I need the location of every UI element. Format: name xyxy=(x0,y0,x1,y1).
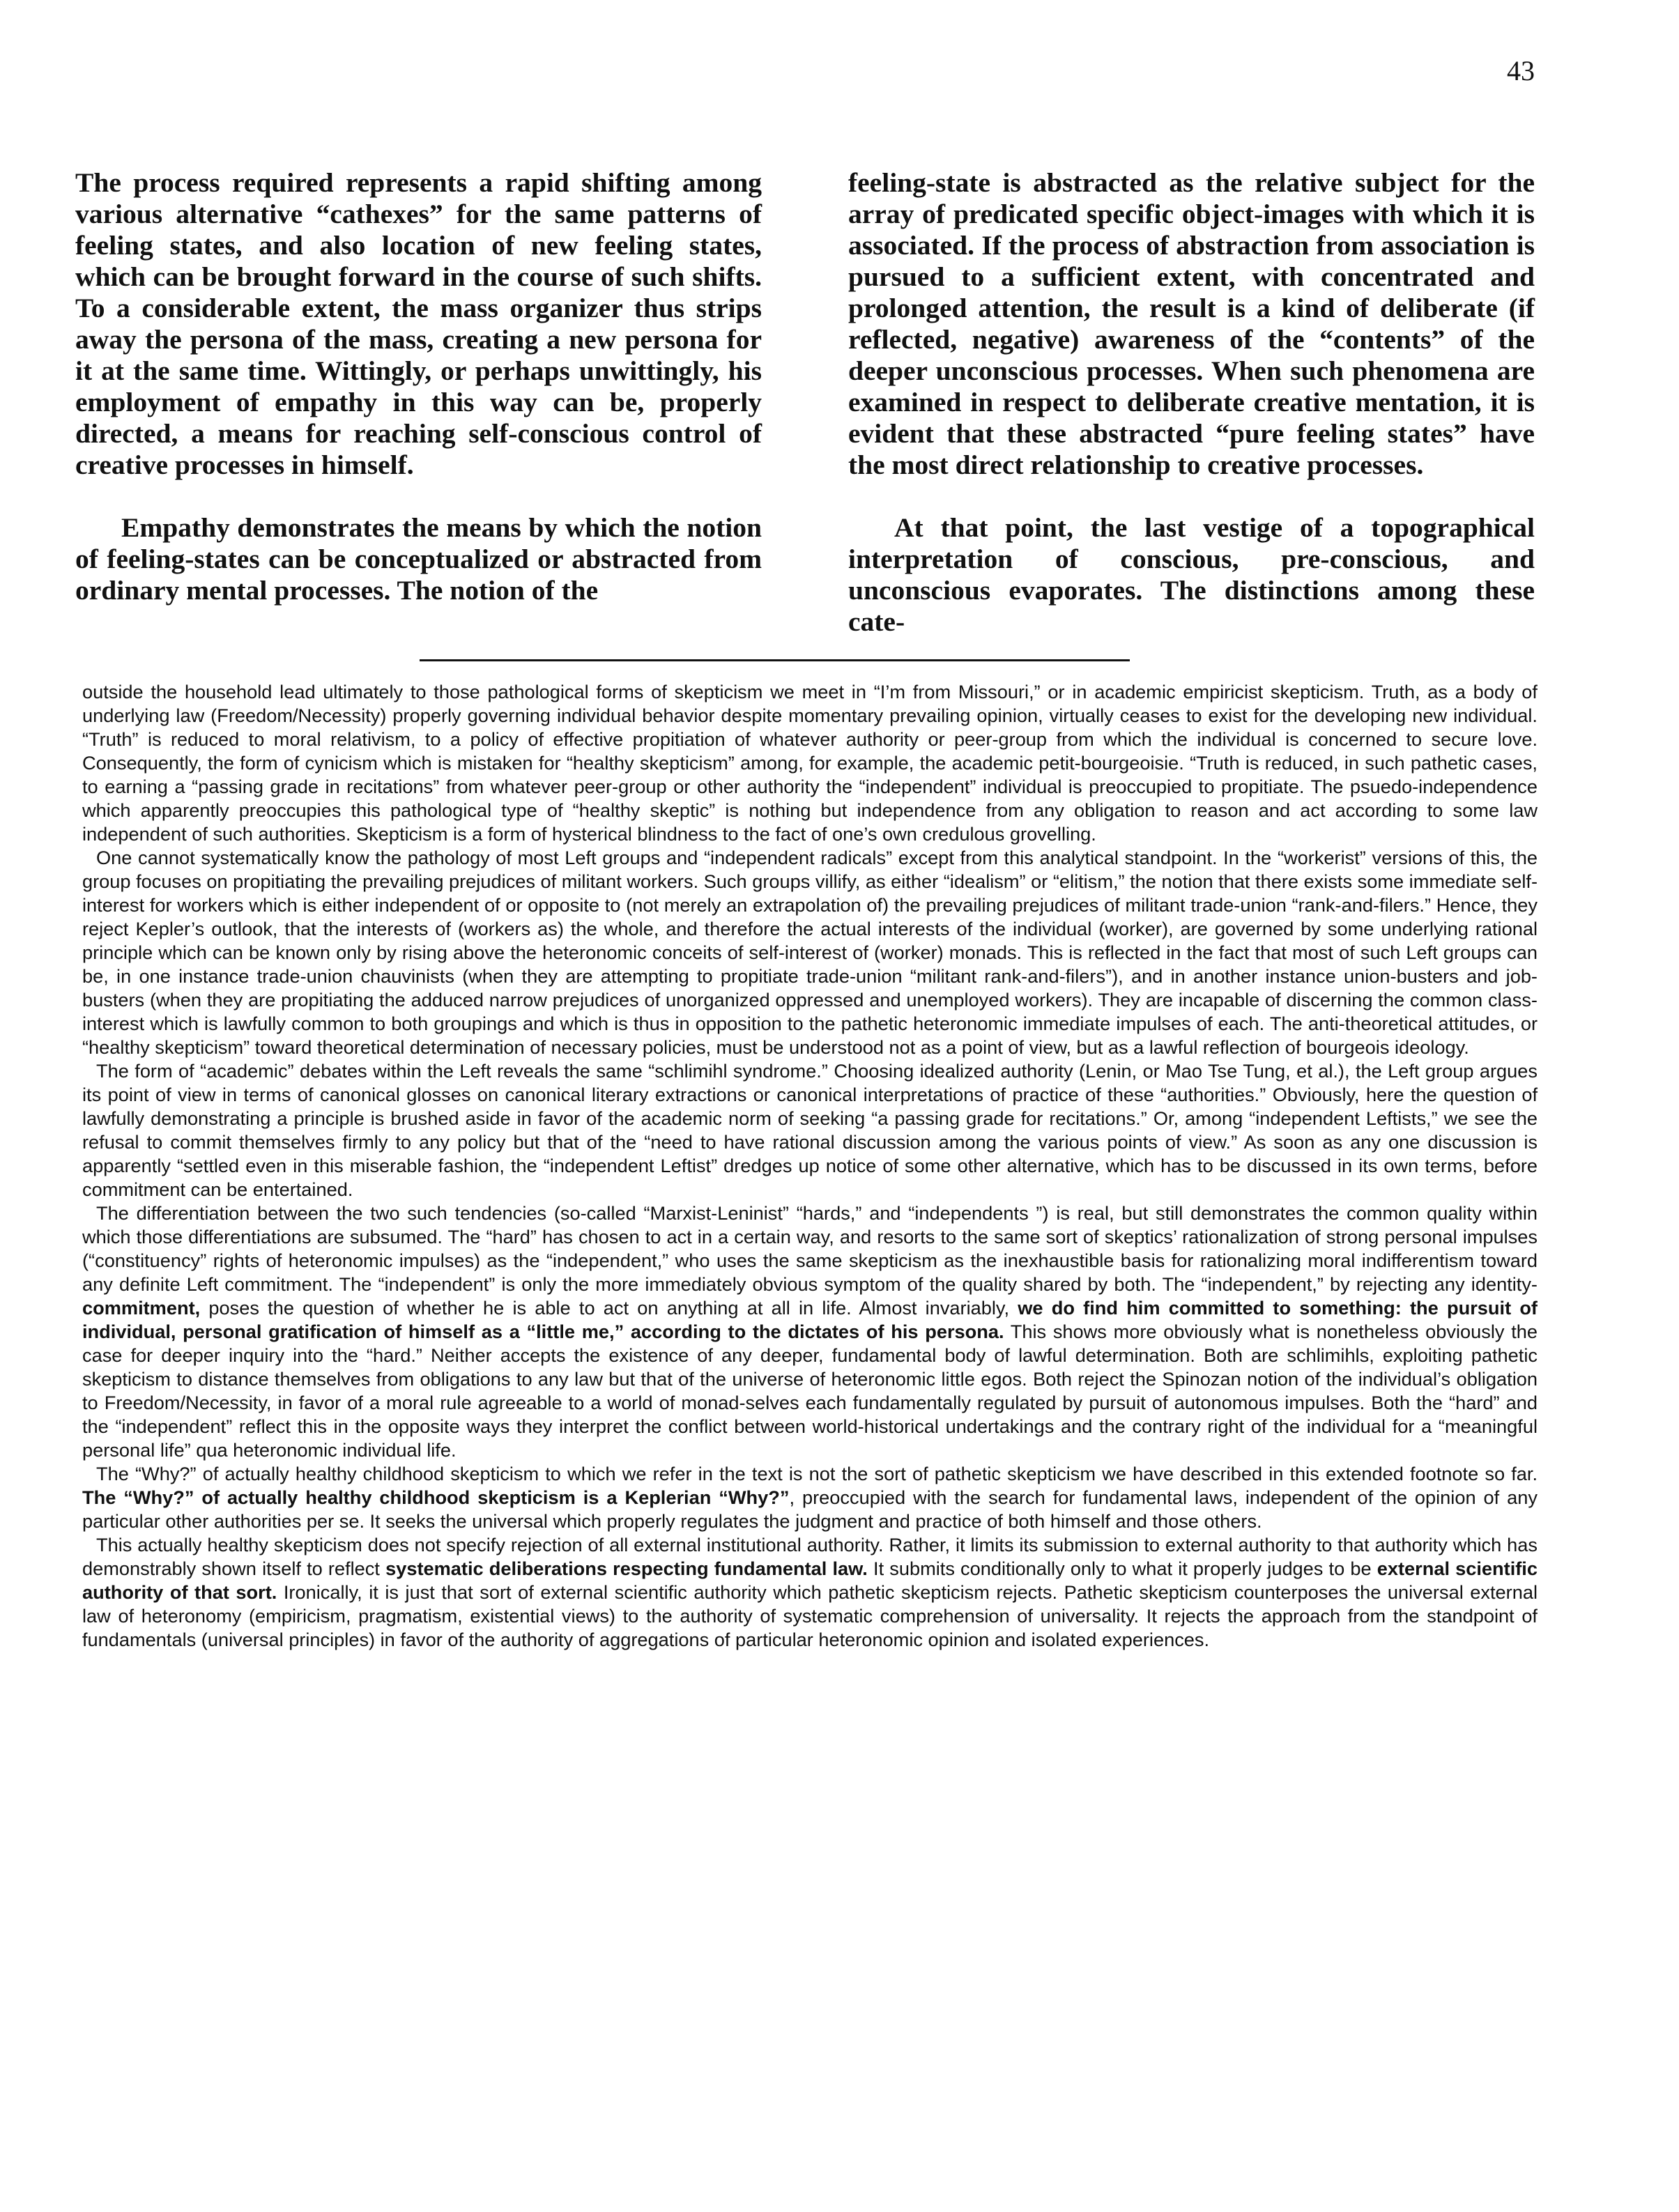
footnote-paragraph-6-emphasis-1: systematic deliberations respecting fundamental law. xyxy=(385,1558,868,1579)
footnote-paragraph-6-emphasis-2: external scientific authority of that sort. xyxy=(82,1558,1538,1603)
footnote-paragraph-4-emphasis-1: commitment, xyxy=(82,1297,201,1319)
right-paragraph-2 xyxy=(848,512,1535,638)
right-paragraph-2-emphasis: conscious, pre-conscious, and unconscious xyxy=(848,544,1535,606)
footnote-paragraph-4-text-a: The differentiation between the two such tendencies (so-called “Marxist-Leninist” “hards,” and “independents ”) is real, but still demonstrates the common quality within which those differentiations are subsumed. The “hard” has chosen to act in a certain way, and resorts to the same sort of skeptics’ rationalization of strong personal impulses (“constituency” rights of heteronomic impulses) as the “independent,” who uses the same skepticism as the inexhaustible basis for rationalizing moral indifferentism toward any definite Left commitment. The “independent” is only the more immediately obvious symptom of the quality shared by both. The “independent,” by rejecting any identity- xyxy=(82,1202,1538,1295)
footnote-paragraph-1: outside the household lead ultimately to those pathological forms of skepticism we meet in “I’m from Missouri,” or in academic empiricist skepticism. Truth, as a body of underlying law (Freedom/Necessity) properly governing individual behavior despite momentary prevailing opinion, virtually ceases to exist for the developing new individual. “Truth” is reduced to moral relativism, to a policy of effective propitiation of whatever authority or peer-group from which the individual is concerned to secure love. Consequently, the form of cynicism which is mistaken for “healthy skepticism” among, for example, the academic petit-bourgeoisie. “Truth is reduced, in such pathetic cases, to earning a “passing grade in recitations” from whatever peer-group or other authority the “independent” individual is preoccupied to propitiate. The psuedo-independence which apparently preoccupies this pathological type of “healthy skeptic” is nothing but independence from any obligation to reason and act according to some law independent of such authorities. Skepticism is a form of hysterical blindness to the fact of one’s own credulous grovelling. xyxy=(82,681,1538,845)
footnote-paragraph-6-text-b: It submits conditionally only to what it properly judges to be xyxy=(867,1558,1377,1579)
left-column xyxy=(75,167,762,606)
right-paragraph-1: feeling-state is abstracted as the relative subject for the array of predicated specific object-images with which it is associated. If the process of abstraction from association is pursued to a sufficient extent, with concentrated and prolonged attention, the result is a kind of deliberate (if reflected, negative) awareness of the “contents” of the deeper unconscious processes. When such phenomena are examined in respect to deliberate creative mentation, it is evident that these abstracted “pure feeling states” have the most direct relationship to creative processes. xyxy=(848,167,1535,480)
footnote-paragraph-4 xyxy=(82,1201,1538,1462)
right-paragraph-2-text-a: At that point, the last vestige of a topographical interpretation of xyxy=(848,512,1535,574)
footnote xyxy=(82,680,1538,1652)
footnote-divider xyxy=(420,659,1130,661)
right-paragraph-2-text-b: evaporates. The distinctions among these cate- xyxy=(848,575,1535,637)
footnote-paragraph-4-text-b: poses the question of whether he is able to act on anything at all in life. Almost invariably, xyxy=(200,1297,1018,1319)
footnote-paragraph-6-text-c: Ironically, it is just that sort of external scientific authority which pathetic skepticism rejects. Pathetic skepticism counterposes the universal external law of heteronomy (empiricism, pragmatism, existential views) to the authority of systematic comprehension of universality. It rejects the approach from the standpoint of fundamentals (universal principles) in favor of the authority of aggregations of particular heteronomic opinion and isolated experiences. xyxy=(82,1581,1538,1650)
footnote-paragraph-5-text-a: The “Why?” of actually healthy childhood skepticism to which we refer in the text is not the sort of pathetic skepticism we have described in this extended footnote so far. xyxy=(96,1463,1538,1484)
left-paragraph-2: Empathy demonstrates the means by which the notion of feeling-states can be conceptualized or abstracted from ordinary mental processes. The notion of the xyxy=(75,512,762,606)
footnote-paragraph-6 xyxy=(82,1533,1538,1652)
footnote-paragraph-4-emphasis-2: we do find him committed to something: the pursuit of individual, personal gratification of himself as a “little me,” according to the dictates of his persona. xyxy=(82,1297,1538,1342)
footnote-paragraph-4-text-c: This shows more obviously what is nonetheless obviously the case for deeper inquiry into the “hard.” Neither accepts the existence of any deeper, fundamental body of lawful determination. Both are schlimihls, exploiting pathetic skepticism to distance themselves from obligations to any law but that of the universe of heteronomic little egos. Both reject the Spinozan notion of the individual’s obligation to Freedom/Necessity, in favor of a moral rule agreeable to a world of monad-selves each fundamentally regulated by pursuit of autonomous impulses. Both the “hard” and the “independent” reflect this in the opposite ways they interpret the conflict between world-historical undertakings and the contrary right of the individual for a “meaningful personal life” qua heteronomic individual life. xyxy=(82,1321,1538,1461)
left-paragraph-1: The process required represents a rapid shifting among various alternative “cathexes” for the same patterns of feeling states, and also location of new feeling states, which can be brought forward in the course of such shifts. To a considerable extent, the mass organizer thus strips away the persona of the mass, creating a new persona for it at the same time. Wittingly, or perhaps unwittingly, his employment of empathy in this way can be, properly directed, a means for reaching self-conscious control of creative processes in himself. xyxy=(75,167,762,480)
page-number: 43 xyxy=(1507,55,1535,86)
footnote-paragraph-5 xyxy=(82,1462,1538,1533)
footnote-paragraph-3: The form of “academic” debates within the Left reveals the same “schlimihl syndrome.” Choosing idealized authority (Lenin, or Mao Tse Tung, et al.), the Left group argues its point of view in terms of canonical glosses on canonical literary extractions or canonical interpretations of practice of these “authorities.” Obviously, here the question of lawfully demonstrating a principle is brushed aside in favor of the academic norm of seeking “a passing grade for recitations.” Or, among “independent Leftists,” we see the refusal to commit themselves firmly to any policy but that of the “need to have rational discussion among the various points of view.” As soon as any one discussion is apparently “settled even in this miserable fashion, the “independent Leftist” dredges up notice of some other alternative, which has to be discussed in its own terms, before commitment can be entertained. xyxy=(82,1060,1538,1200)
right-column xyxy=(848,167,1535,638)
footnote-paragraph-6-text-a: This actually healthy skepticism does not specify rejection of all external institutional authority. Rather, it limits its submission to external authority to that authority which has demonstrably shown itself to reflect xyxy=(82,1534,1538,1579)
footnote-paragraph-5-text-b: , preoccupied with the search for fundamental laws, independent of the opinion of any particular other authorities per se. It seeks the universal which properly regulates the judgment and practice of both himself and those others. xyxy=(82,1487,1538,1532)
footnote-paragraph-5-emphasis: The “Why?” of actually healthy childhood skepticism is a Keplerian “Why?” xyxy=(82,1487,790,1508)
footnote-paragraph-2: One cannot systematically know the pathology of most Left groups and “independent radicals” except from this analytical standpoint. In the “workerist” versions of this, the group focuses on propitiating the prevailing prejudices of militant workers. Such groups villify, as either “idealism” or “elitism,” the notion that there exists some immediate self-interest for workers which is either independent of or opposite to (not merely an extrapolation of) the prevailing prejudices of militant trade-union “rank-and-filers.” Hence, they reject Kepler’s outlook, that the interests of (workers as) the whole, and therefore the actual interests of the individual (worker), are governed by some underlying rational principle which can be known only by rising above the heteronomic conceits of self-interest of (worker) monads. This is reflected in the fact that most of such Left groups can be, in one instance trade-union chauvinists (when they are attempting to propitiate trade-union “militant rank-and-filers”), and in another instance union-busters and job-busters (when they are propitiating the adduced narrow prejudices of unorganized oppressed and unemployed workers). They are incapable of discerning the common class-interest which is lawfully common to both groupings and which is thus in opposition to the pathetic heteronomic immediate impulses of each. The anti-theoretical attitudes, or “healthy skepticism” toward theoretical determination of necessary policies, must be understood not as a point of view, but as a lawful reflection of bourgeois ideology. xyxy=(82,847,1538,1058)
